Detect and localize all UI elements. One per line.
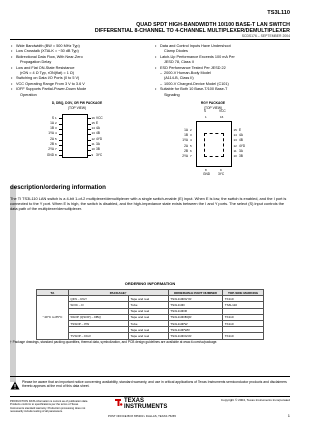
pkg1-pin-name: VCC [96, 115, 103, 120]
pkg1-pin-number: 16 [91, 115, 95, 120]
pkg2-pin-number: 9 [220, 167, 222, 172]
important-notice: Please be aware that an important notice concerning availability, standard warranty, and use in critical applications of Texas Instruments semiconductor products and disclaimers thereto appears at the end of this data sheet. [22, 380, 287, 389]
right-feature-item: • Suitable for Both 10 Base-T/100 Base-T [154, 87, 292, 92]
pkg1-pin-name: 1B [50, 126, 54, 131]
pkg1-pin-number: 12 [91, 136, 95, 141]
pkg1-pin-name: 2YA [48, 147, 54, 152]
pkg2-pin-name: E [239, 128, 242, 132]
pkg1-pin-number: 6 [55, 142, 57, 146]
media-cell: Tape and reel [128, 314, 168, 320]
pkg2-pin-number: 16 [220, 115, 224, 119]
pkg2-pin-number: 14 [233, 133, 237, 138]
part-number-cell: TS3L110DBQR [168, 314, 222, 320]
media-cell: Tape and reel [128, 333, 168, 339]
doc-title-line-1: QUAD SPDT HIGH-BANDWIDTH 10/100 BASE-T LAN SWITCH [136, 22, 290, 28]
pkg2-pin-name: 2B [184, 148, 188, 153]
package-cell: SOIC – D [68, 302, 128, 308]
media-cell: Tape and reel [128, 308, 168, 314]
left-feature-item: • Low and Flat ON-State Resistance [10, 66, 148, 71]
part-number: TS3L110 [267, 10, 290, 16]
left-feature-item: • Switching on Data I/O Ports (0 to 5 V) [10, 76, 148, 81]
pkg2-pin-name: 4A [239, 133, 243, 138]
marking-cell: TK110 [223, 320, 264, 326]
marking-cell: TK110 [223, 296, 264, 302]
marking-cell: TK110 [223, 314, 264, 320]
pkg2-pin-name: 2YA [182, 154, 188, 158]
production-data-notice: PRODUCTION DATA information is current as of publication date. Products conform to specifications per the terms of Texas Instruments standard warranty. Production processing does not necessarily include testing of all parameters. [10, 400, 89, 413]
right-feature-item: • ESD Performance Tested Per JESD 22 [154, 66, 292, 71]
pkg2-pin-number: 10 [233, 154, 237, 158]
pkg1-pin-name: 2A [50, 136, 54, 141]
temp-range-cell: −40°C to 85°C [37, 296, 69, 339]
pkg1-pin-number: 11 [91, 142, 95, 146]
ordering-footnote: † Package drawings, standard packing quantities, thermal data, symbolization, and PCB design guidelines are available at www.ti.com/sc/package. [10, 340, 218, 344]
package-cell: TVSOP – DGV [68, 333, 128, 339]
pkg1-pin-number: 15 [91, 120, 95, 125]
package-cell: TSSOP – PW [68, 320, 128, 326]
pkg2-pin-name: 4B [239, 138, 243, 143]
pkg2-pin-number: 3 [190, 133, 192, 138]
description-body: The TI TS3L110 LAN switch is a 4-bit 1-of-2 multiplexer/demultiplexer with a single switch-enable (E) input. When E is low, the switch is enabled, and the I port is connected to the Y port. When E is high, the switch is disabled, and the high-impedance state exists between the I and Y ports. The select (S) input controls the data path of the multiplexer/demultiplexer. [10, 196, 287, 212]
pkg1-pin-number: 10 [91, 147, 95, 152]
right-feature-item: – 2000-V Human-Body Model [154, 71, 292, 76]
left-feature-item: (rON = 4 Ω Typ, rON(flat) = 1 Ω) [20, 71, 74, 76]
pkg1-pin-number: 1 [55, 115, 57, 120]
right-feature-item: JESD 78, Class II [164, 60, 194, 65]
doc-id: SCDS176 – SEPTEMBER 2004 [241, 34, 290, 38]
pkg1-pin-number: 5 [55, 136, 57, 141]
footer-rule-bottom [10, 396, 290, 397]
pkg2-pin-number: 4 [190, 138, 192, 143]
pkg1-pin-name: 2B [50, 142, 54, 146]
right-feature-item: Clamp Diodes [164, 49, 188, 54]
page-number: 1 [287, 413, 290, 418]
pkg1-pin-name: 1YA [48, 131, 54, 136]
warning-icon [10, 381, 20, 390]
pkg2-title: RGY PACKAGE [200, 101, 226, 105]
pkg1-pin-name: GND [46, 152, 54, 157]
left-feature-item: • Wide Bandwidth (BW = 500 MHz Typ) [10, 44, 148, 49]
pkg2-subtitle: (TOP VIEW) [203, 106, 223, 110]
pkg2-pin-number: 1 [205, 115, 207, 119]
pkg1-pin-number: 7 [55, 147, 57, 152]
pkg1-title: D, DBQ, DGV, OR PW PACKAGE [51, 101, 103, 105]
pkg1-pin-number: 3 [55, 126, 57, 131]
pkg2-pin-number: 5 [190, 143, 192, 148]
pkg1-pin-name: 1A [50, 120, 54, 125]
right-feature-item: • Data and Control Inputs Have Undershoot [154, 44, 292, 49]
ti-logo [124, 398, 167, 410]
pkg1-pin-name: 3A [96, 142, 100, 146]
col-package: PACKAGE† [68, 290, 168, 296]
pkg1-pin-name: 3YC [96, 152, 103, 157]
part-number-cell: TS3L110RGYR [168, 296, 222, 302]
part-number-cell: TS3L110D [168, 302, 222, 308]
marking-cell: TS3L110 [223, 302, 264, 308]
col-ta: TA [37, 290, 69, 296]
pkg2-pin-name: 2A [184, 143, 188, 148]
pkg1-pin-number: 2 [55, 120, 57, 125]
col-part-number: ORDERABLE PART NUMBER [168, 290, 222, 296]
pkg1-pin-name: E [96, 120, 99, 125]
left-feature-item: • Low Crosstalk (XTALK = −30 dB Typ) [10, 49, 148, 54]
part-number-cell: TS3L110DR [168, 308, 222, 314]
part-number-cell: TS3L110PWR [168, 327, 222, 333]
pkg2-pin-number: 2 [190, 128, 192, 132]
media-cell: Tape and reel [128, 327, 168, 333]
package-cell: SSOP (QSOP) – DBQ [68, 314, 128, 320]
pkg1-subtitle: (TOP VIEW) [67, 106, 87, 110]
left-feature-item: • VCC Operating Range From 3 V to 3.6 V [10, 82, 148, 87]
media-cell: Tape and reel [128, 296, 168, 302]
pkg2-pin-number: 13 [233, 138, 237, 143]
pkg2-pin-name: GND [203, 172, 211, 176]
pkg2-pin-number: 8 [205, 167, 207, 172]
description-heading: description/ordering information [10, 184, 106, 191]
part-number-cell: TS3L110PW [168, 320, 222, 326]
right-feature-item: Signaling [164, 92, 180, 97]
left-feature-item: Operation [20, 92, 37, 97]
left-feature-item: • Bidirectional Data Flow, With Near-Zero [10, 55, 148, 60]
pkg2-pin-name: 1A [184, 128, 188, 132]
right-feature-item: – 1000-V Charged-Device Model (C101) [154, 82, 292, 87]
pkg2-pin-number: 7 [190, 154, 192, 158]
logo-instruments: INSTRUMENTS [124, 404, 168, 411]
pkg2-pin-name: 1YA [182, 138, 188, 143]
pkg1-pin-name: 4YD [96, 136, 103, 141]
pkg1-pin-name: 3B [96, 147, 100, 152]
logo-texas: TEXAS [124, 398, 145, 404]
pkg2-pin-number: 15 [233, 128, 237, 132]
package-cell: QFN – RGY [68, 296, 128, 302]
marking-cell: TK110 [223, 333, 264, 339]
pkg2-pin-name: 3A [239, 148, 243, 153]
pkg2-pin-name: 3YC [218, 172, 225, 176]
right-feature-item: (A114-B, Class II) [164, 76, 194, 81]
left-feature-item: Propagation Delay [20, 60, 52, 65]
pkg2-pin-name: 1B [184, 133, 188, 138]
pkg2-pin-number: 12 [233, 143, 237, 148]
media-cell: Tube [128, 320, 168, 326]
left-feature-item: • IOFF Supports Partial-Power-Down Mode [10, 87, 148, 92]
pkg2-pin-number: 11 [233, 148, 237, 153]
right-feature-item: • Latch-Up Performance Exceeds 100 mA Per [154, 55, 292, 60]
media-cell: Tube [128, 302, 168, 308]
pkg1-pin-name: S [51, 115, 54, 120]
pkg2-pin-name: VCC [219, 109, 226, 113]
doc-title-line-2: DIFFERENTIAL 8-CHANNEL TO 4-CHANNEL MULTIPLEXER/DEMULTIPLEXER [94, 28, 290, 34]
pkg2-pin-name: S [204, 109, 207, 113]
pkg1-pin-number: 13 [91, 131, 95, 136]
pkg1-pin-number: 4 [55, 131, 57, 136]
pkg2-pin-name: 4YD [239, 143, 246, 148]
footer-rule-top [10, 376, 290, 377]
pkg1-pin-number: 9 [91, 152, 94, 157]
ordering-table [36, 289, 264, 340]
ti-address: POST OFFICE BOX 655303 • DALLAS, TEXAS 75265 [108, 414, 176, 418]
pkg2-pin-name: 3B [239, 154, 243, 158]
pkg2-pin-number: 6 [190, 148, 192, 153]
part-number-cell: TS3L110DGVR [168, 333, 222, 339]
copyright: Copyright © 2004, Texas Instruments Incorporated [220, 398, 290, 402]
col-marking: TOP-SIDE MARKING [223, 290, 264, 296]
ti-logo-icon [114, 398, 123, 407]
pkg1-pin-number: 14 [91, 126, 95, 131]
ordering-caption: ORDERING INFORMATION [124, 281, 176, 286]
pkg1-pin-number: 8 [55, 152, 57, 157]
pkg1-pin-name: 4B [96, 131, 100, 136]
pkg1-pin-name: 4A [96, 126, 100, 131]
table-row [37, 333, 264, 339]
